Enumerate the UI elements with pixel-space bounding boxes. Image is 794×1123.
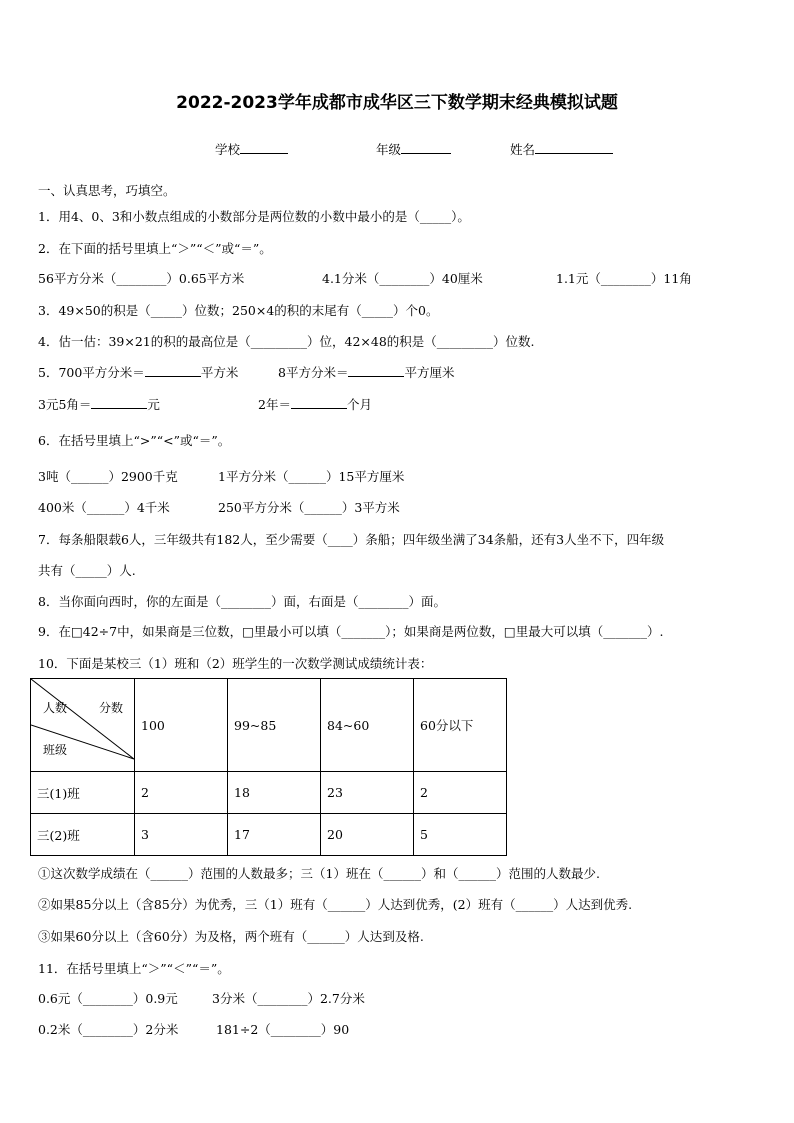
- header-cell: 60分以下: [414, 679, 507, 772]
- grade-label: 年级: [376, 142, 402, 157]
- question-11a: 0.6元（________）0.9元: [38, 991, 178, 1006]
- question-10-part3: ③如果60分以上（含60分）为及格，两个班有（______）人达到及格.: [38, 929, 424, 944]
- question-11d: 181÷2（________）90: [216, 1022, 350, 1037]
- corner-class-label: 班级: [43, 743, 68, 757]
- table-row: [31, 814, 507, 856]
- question-5b: [278, 364, 454, 382]
- question-11c: 0.2米（________）2分米: [38, 1022, 179, 1037]
- question-2a: 56平方分米（________）0.65平方米: [38, 271, 245, 286]
- q5b-blank[interactable]: [348, 364, 404, 377]
- q5d-blank[interactable]: [291, 396, 347, 409]
- corner-score-label: 分数: [99, 701, 124, 715]
- school-blank[interactable]: [240, 141, 288, 154]
- school-field[interactable]: [215, 141, 288, 159]
- question-2: 2．在下面的括号里填上“＞”“＜”或“＝”。: [38, 241, 272, 256]
- name-label: 姓名: [510, 142, 536, 157]
- corner-people-label: 人数: [43, 701, 68, 715]
- question-4: 4．估一估：39×21的积的最高位是（_________）位，42×48的积是（_________）位数.: [38, 334, 535, 349]
- grade-blank[interactable]: [401, 141, 451, 154]
- name-field[interactable]: [510, 141, 613, 159]
- table-cell: 23: [321, 772, 414, 814]
- section-heading: 一、认真思考，巧填空。: [38, 183, 176, 198]
- table-cell: 2: [414, 772, 507, 814]
- table-row: [31, 772, 507, 814]
- name-blank[interactable]: [535, 141, 613, 154]
- q5b-pre: 8平方分米＝: [278, 365, 349, 380]
- question-6c: 400米（______）4千米: [38, 500, 170, 515]
- question-9: 9．在□42÷7中，如果商是三位数，□里最小可以填（_______）；如果商是两位数，□里最大可以填（_______）.: [38, 624, 664, 639]
- header-cell: 84~60: [321, 679, 414, 772]
- school-label: 学校: [215, 142, 241, 157]
- question-8: 8．当你面向西时，你的左面是（________）面，右面是（________）面。: [38, 594, 446, 609]
- q5c-post: 元: [147, 397, 160, 412]
- q5a-pre: 5．700平方分米＝: [38, 365, 145, 380]
- question-6: 6．在括号里填上“>”“<”或“＝”。: [38, 433, 231, 448]
- q5a-blank[interactable]: [145, 364, 201, 377]
- q5c-blank[interactable]: [91, 396, 147, 409]
- question-5d: [258, 396, 372, 414]
- question-10: 10．下面是某校三（1）班和（2）班学生的一次数学测试成绩统计表：: [38, 656, 433, 671]
- table-cell: 17: [228, 814, 321, 856]
- q5a-post: 平方米: [200, 365, 239, 380]
- question-1: 1．用4、0、3和小数点组成的小数部分是两位数的小数中最小的是（_____）。: [38, 209, 470, 224]
- row-label: 三(2)班: [31, 814, 135, 856]
- question-11: 11．在括号里填上“＞”“＜”“＝”。: [38, 961, 230, 976]
- question-6a: 3吨（______）2900千克: [38, 469, 178, 484]
- q5d-post: 个月: [346, 397, 372, 412]
- question-6b: 1平方分米（______）15平方厘米: [218, 469, 405, 484]
- score-table: [30, 678, 507, 856]
- q5b-post: 平方厘米: [404, 365, 455, 380]
- question-11b: 3分米（________）2.7分米: [212, 991, 365, 1006]
- diagonal-header-cell: [31, 679, 135, 772]
- page-title: 2022-2023学年成都市成华区三下数学期末经典模拟试题: [176, 93, 618, 113]
- table-cell: 20: [321, 814, 414, 856]
- question-2c: 1.1元（________）11角: [556, 271, 692, 286]
- question-5a: [38, 364, 238, 382]
- table-cell: 3: [135, 814, 228, 856]
- question-6d: 250平方分米（______）3平方米: [218, 500, 400, 515]
- question-3: 3．49×50的积是（_____）位数；250×4的积的末尾有（_____）个0。: [38, 303, 439, 318]
- table-header-row: [31, 679, 507, 772]
- question-2b: 4.1分米（________）40厘米: [322, 271, 483, 286]
- question-5c: [38, 396, 160, 414]
- table-cell: 5: [414, 814, 507, 856]
- question-7-line1: 7．每条船限载6人，三年级共有182人，至少需要（____）条船；四年级坐满了34条船，还有3人坐不下，四年级: [38, 532, 665, 547]
- question-7-line2: 共有（_____）人.: [38, 563, 136, 578]
- table-cell: 2: [135, 772, 228, 814]
- table-cell: 18: [228, 772, 321, 814]
- header-cell: 100: [135, 679, 228, 772]
- header-cell: 99~85: [228, 679, 321, 772]
- question-10-part1: ①这次数学成绩在（______）范围的人数最多；三（1）班在（______）和（______）范围的人数最少.: [38, 866, 600, 881]
- grade-field[interactable]: [376, 141, 451, 159]
- question-10-part2: ②如果85分以上（含85分）为优秀，三（1）班有（______）人达到优秀，(2）班有（______）人达到优秀.: [38, 897, 633, 912]
- q5d-pre: 2年＝: [258, 397, 291, 412]
- q5c-pre: 3元5角＝: [38, 397, 92, 412]
- row-label: 三(1)班: [31, 772, 135, 814]
